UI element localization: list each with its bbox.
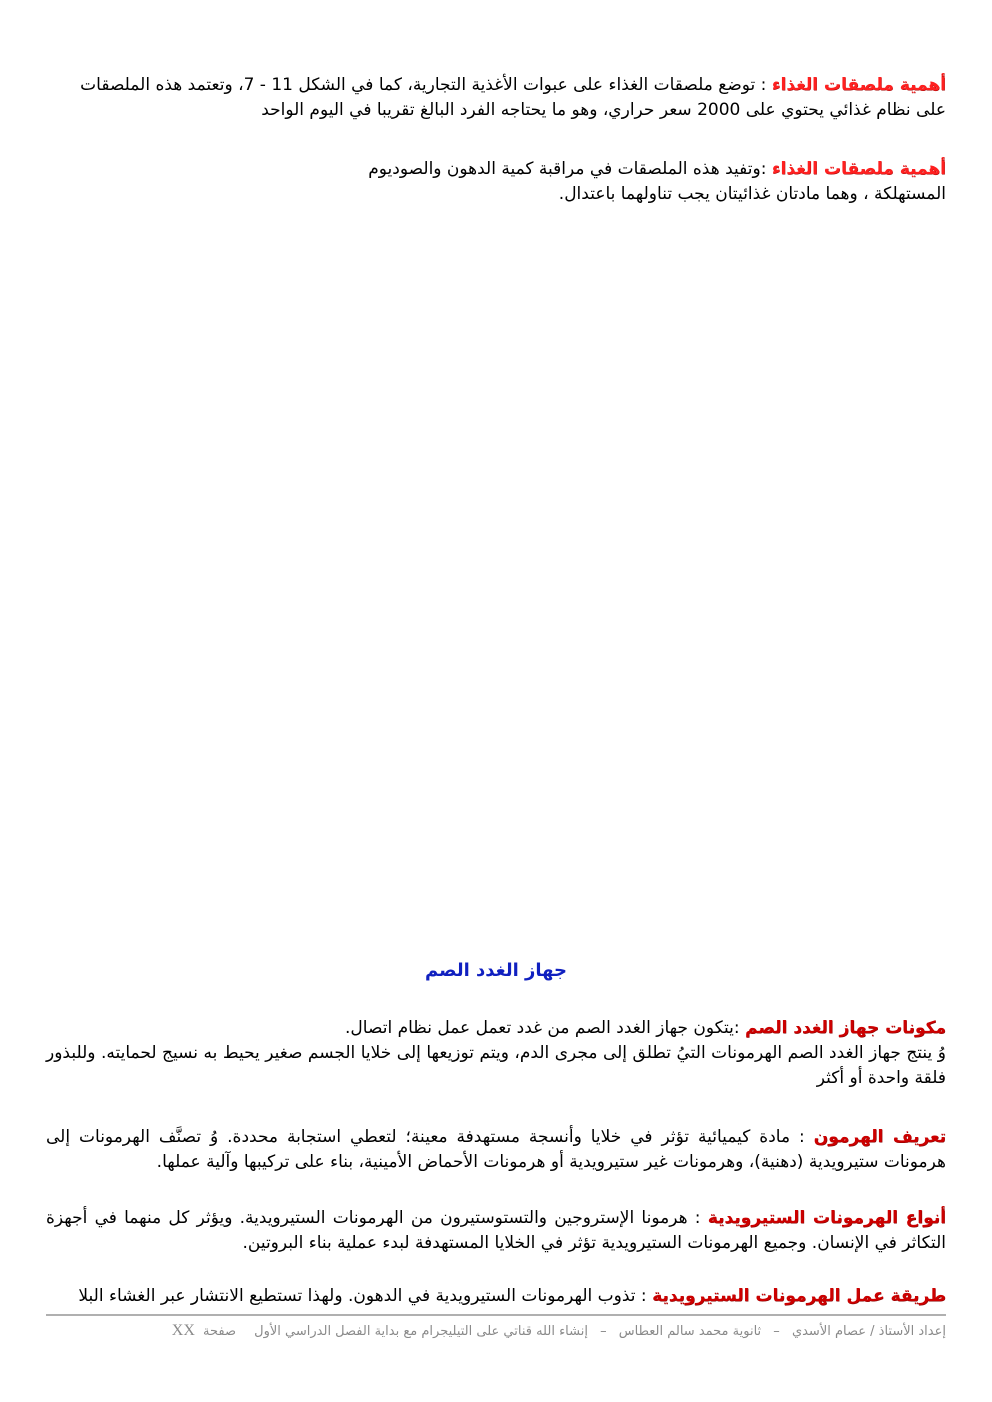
steroid-mechanism-heading: طريقة عمل الهرمونات الستيرويدية xyxy=(652,1286,946,1306)
footer-separator-1: – xyxy=(773,1324,780,1339)
footer-school: ثانوية محمد سالم العطاس xyxy=(618,1324,762,1339)
footer-page-label: صفحة xyxy=(203,1324,237,1339)
hormone-definition-paragraph xyxy=(46,1125,946,1175)
endocrine-components-line xyxy=(46,1016,946,1041)
food-labels-line-2: على نظام غذائي يحتوي على 2000 سعر حراري، وهو ما يحتاجه الفرد البالغ تقريبا في اليوم الواحد xyxy=(261,100,946,120)
food-labels-text-1a: : توضع ملصقات الغذاء على عبوات الأغذية التجارية، كما في الشكل 11 - 7، وتعتمد هذه الملصقات xyxy=(80,75,772,95)
food-labels-heading-2: أهمية ملصقات الغذاء xyxy=(771,159,946,179)
endocrine-components-continuation: وُ ينتج جهاز الغدد الصم الهرمونات التيُ تطلق إلى مجرى الدم، ويتم توزيعها إلى خلايا الجسم صغير يحيط به نسيج لحمايته. وللبذور فلقة واحدة أو أكثر xyxy=(46,1043,946,1088)
food-labels-line-1 xyxy=(46,73,946,98)
steroid-mechanism-paragraph xyxy=(46,1284,946,1309)
steroid-types-text-block xyxy=(46,1206,946,1256)
food-labels-text-2a: :وتفيد هذه الملصقات في مراقبة كمية الدهون والصوديوم xyxy=(368,159,772,179)
steroid-types-text: : هرمونا الإستروجين والتستوستيرون من الهرمونات الستيرويدية. ويؤثر كل منهما في أجهزة التكاثر في الإنسان. وجميع الهرمونات الستيرويدية تؤثر في الخلايا المستهدفة لبدء عملية بناء البروتين. xyxy=(46,1208,946,1253)
food-labels-paragraph-2 xyxy=(46,157,946,207)
food-labels-heading-1: أهمية ملصقات الغذاء xyxy=(771,75,946,95)
footer-page-number: XX xyxy=(171,1322,195,1339)
food-labels-paragraph-1 xyxy=(46,73,946,123)
food-labels-line-4: المستهلكة ، وهما مادتان غذائيتان يجب تناولهما باعتدال. xyxy=(558,184,946,204)
hormone-definition-text-block xyxy=(46,1125,946,1175)
steroid-mechanism-text-block xyxy=(46,1284,946,1309)
steroid-types-paragraph xyxy=(46,1206,946,1256)
endocrine-components-text: :يتكون جهاز الغدد الصم من غدد تعمل عمل نظام اتصال. xyxy=(345,1018,746,1038)
steroid-mechanism-text: : تذوب الهرمونات الستيرويدية في الدهون. ولهذا تستطيع الانتشار عبر الغشاء البلا xyxy=(78,1286,653,1306)
hormone-definition-heading: تعريف الهرمون xyxy=(813,1127,947,1147)
endocrine-components-paragraph xyxy=(46,1016,946,1091)
food-labels-line-3 xyxy=(46,157,946,182)
endocrine-components-heading: مكونات جهاز الغدد الصم xyxy=(745,1018,946,1038)
steroid-types-heading: أنواع الهرمونات الستيرويدية xyxy=(707,1208,946,1228)
footer-channel-note: إنشاء الله قناتي على التيليجرام مع بداية الفصل الدراسي الأول xyxy=(254,1324,588,1339)
page-footer xyxy=(46,1322,946,1340)
hormone-definition-text: : مادة كيميائية تؤثر في خلايا وأنسجة مستهدفة معينة؛ لتعطي استجابة محددة. وُ تصنَّف الهرمونات إلى هرمونات ستيرويدية (دهنية)، وهرمونات غير ستيرويدية أو هرمونات الأحماض الأمينية، بناء على تركيبها وآلية عملها. xyxy=(46,1127,946,1172)
footer-author: إعداد الأستاذ / عصام الأسدي xyxy=(791,1324,946,1339)
section-title: جهاز الغدد الصم xyxy=(424,960,567,981)
footer-separator-2: – xyxy=(600,1324,607,1339)
footer-divider xyxy=(46,1314,946,1316)
